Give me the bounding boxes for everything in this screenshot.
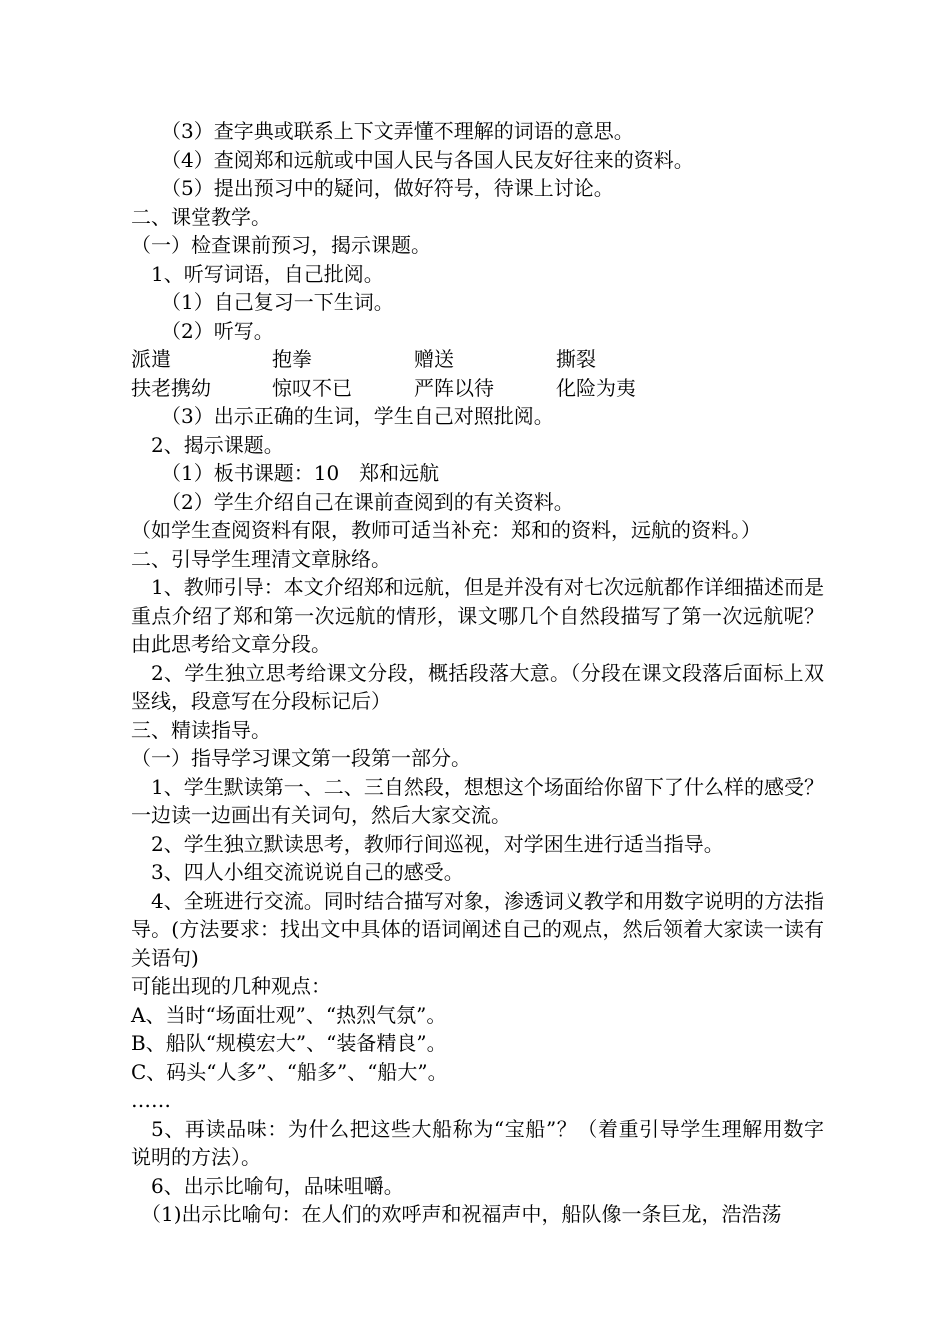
item-group-discussion: 3、四人小组交流说说自己的感受。 bbox=[151, 860, 464, 884]
vocab-word: 派遣 bbox=[131, 347, 171, 371]
item-independent-thinking: 2、学生独立默读思考，教师行间巡视，对学困生进行适当指导。 bbox=[151, 831, 724, 856]
paragraph-teacher-guide: 1、教师引导：本文介绍郑和远航，但是并没有对七次远航都作详细描述而是重点介绍了郑和第一次远航的情形，课文哪几个自然段描写了第一次远航呢？由此思考给文章分段。 bbox=[131, 575, 824, 656]
vocab-row-1 bbox=[131, 345, 824, 374]
vocab-word: 惊叹不已 bbox=[272, 375, 352, 400]
vocab-word: 抱拳 bbox=[272, 347, 312, 371]
viewpoint-c: C、码头“人多”、“船多”、“船大”。 bbox=[131, 1059, 448, 1084]
step-4-research: （4）查阅郑和远航或中国人民与各国人民友好往来的资料。 bbox=[161, 147, 694, 172]
subsection-heading-first-part: （一）指导学习课文第一段第一部分。 bbox=[131, 746, 471, 770]
vocab-word: 化险为夷 bbox=[556, 375, 636, 400]
section-heading-classroom: 二、课堂教学。 bbox=[131, 204, 271, 229]
vocab-word: 扶老携幼 bbox=[131, 375, 211, 400]
paragraph-class-exchange: 4、全班进行交流。同时结合描写对象，渗透词义教学和用数字说明的方法指导。(方法要求：找出文中具体的语词阐述自己的观点，然后领着大家读一读有关语句) bbox=[131, 888, 824, 970]
subsection-heading-check-preview: （一）检查课前预习，揭示课题。 bbox=[131, 233, 431, 257]
section-heading-close-reading: 三、精读指导。 bbox=[131, 717, 271, 742]
item-show-metaphor: （1)出示比喻句：在人们的欢呼声和祝福声中，船队像一条巨龙，浩浩荡 bbox=[141, 1202, 782, 1226]
vocab-word: 赠送 bbox=[414, 347, 454, 371]
item-show-correct-words: （3）出示正确的生词，学生自己对照批阅。 bbox=[161, 404, 554, 428]
paragraph-segment-text: 2、学生独立思考给课文分段，概括段落大意。（分段在课文段落后面标上双竖线，段意写在分段标记后） bbox=[131, 660, 824, 713]
step-3-dictionary: （3）查字典或联系上下文弄懂不理解的词语的意思。 bbox=[161, 119, 634, 143]
vocab-word: 严阵以待 bbox=[414, 375, 494, 400]
vocab-row-2 bbox=[131, 374, 824, 403]
item-board-title: （1）板书课题：10 郑和远航 bbox=[161, 461, 440, 485]
section-heading-structure: 二、引导学生理清文章脉络。 bbox=[131, 546, 391, 571]
paragraph-silent-reading: 1、学生默读第一、二、三自然段，想想这个场面给你留下了什么样的感受？一边读一边画出有关词句，然后大家交流。 bbox=[131, 774, 824, 827]
item-metaphor: 6、出示比喻句，品味咀嚼。 bbox=[151, 1173, 404, 1198]
note-teacher-supplement: （如学生查阅资料有限，教师可适当补充：郑和的资料，远航的资料。） bbox=[131, 518, 761, 542]
item-reveal-title: 2、揭示课题。 bbox=[151, 432, 284, 457]
item-listen-write: （2）听写。 bbox=[161, 318, 274, 343]
ellipsis: …… bbox=[131, 1088, 171, 1112]
viewpoint-a: A、当时“场面壮观”、“热烈气氛”。 bbox=[131, 1002, 447, 1027]
viewpoints-intro: 可能出现的几种观点： bbox=[131, 974, 331, 998]
document-page bbox=[131, 117, 824, 1229]
vocab-word: 撕裂 bbox=[556, 347, 596, 371]
viewpoint-b: B、船队“规模宏大”、“装备精良”。 bbox=[131, 1031, 447, 1055]
item-dictation: 1、听写词语，自己批阅。 bbox=[151, 261, 384, 286]
item-review-words: （1）自己复习一下生词。 bbox=[161, 290, 394, 314]
item-students-introduce: （2）学生介绍自己在课前查阅到的有关资料。 bbox=[161, 489, 574, 514]
paragraph-treasure-ship: 5、再读品味：为什么把这些大船称为“宝船”？（着重引导学生理解用数字说明的方法）。 bbox=[131, 1116, 824, 1169]
step-5-questions: （5）提出预习中的疑问，做好符号，待课上讨论。 bbox=[161, 176, 614, 200]
